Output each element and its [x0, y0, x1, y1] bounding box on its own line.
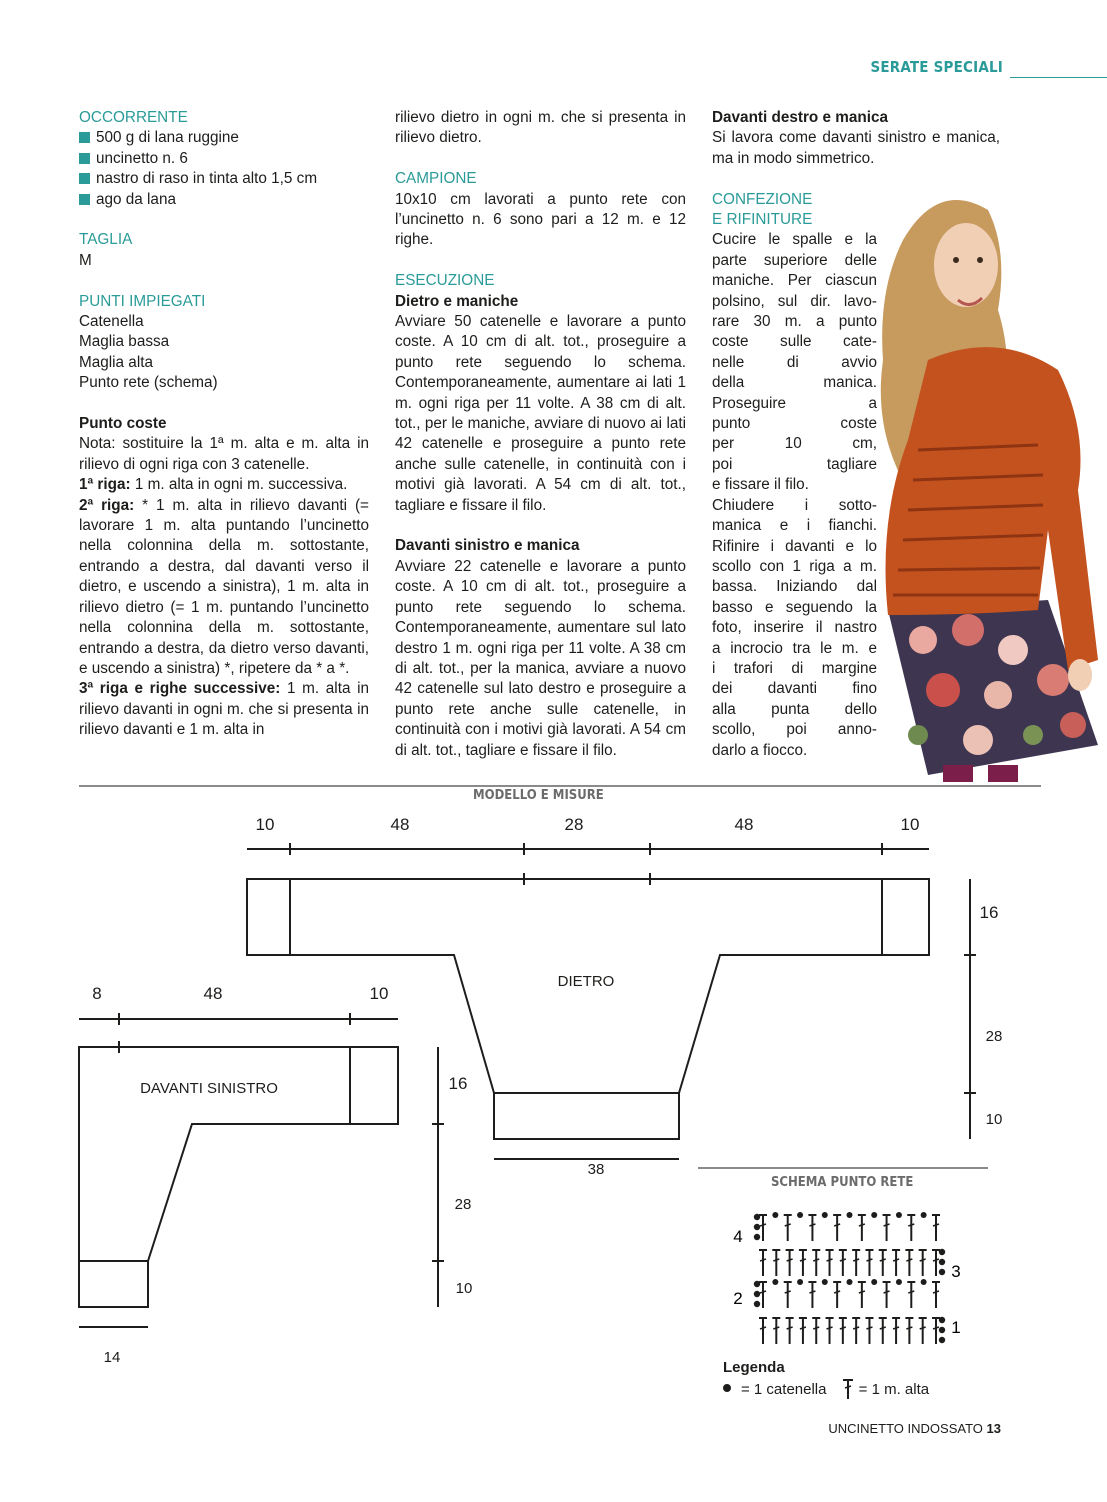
confezione-line: parte superiore delle	[712, 251, 877, 269]
punto-item: Maglia alta	[79, 353, 153, 371]
dc-bar	[760, 1327, 766, 1329]
dim-label: 14	[103, 1349, 121, 1366]
confezione-line: scollo, poi anno-	[712, 721, 877, 739]
chain-dot	[822, 1212, 828, 1218]
material-item: nastro di raso in tinta alto 1,5 cm	[79, 169, 369, 189]
dc-bar	[785, 1291, 791, 1293]
dc-bar	[880, 1259, 886, 1261]
page-number: 13	[986, 1421, 1001, 1436]
dim-label: 48	[390, 815, 410, 834]
confezione-line: polsino, sul dir. lavo-	[712, 292, 877, 310]
dc-bar	[809, 1224, 815, 1226]
dc-bar	[760, 1224, 766, 1226]
dim-label: 10	[900, 815, 920, 834]
bullet-icon	[79, 194, 90, 205]
punto-item: Catenella	[79, 313, 144, 331]
chain-dot	[772, 1212, 778, 1218]
confezione-heading-2: E RIFINITURE	[712, 211, 813, 229]
davanti-label: DAVANTI SINISTRO	[140, 1080, 278, 1097]
confezione-line: foto, inserire il nastro	[712, 619, 877, 637]
confezione-line: maniche. Per ciascun	[712, 272, 877, 290]
dc-bar	[933, 1259, 939, 1261]
row-label: 3	[951, 1262, 961, 1281]
chain-dot	[921, 1279, 927, 1285]
dc-bar	[827, 1259, 833, 1261]
schema-rule	[698, 1167, 988, 1169]
riga-1: 1ª riga: 1 m. alta in ogni m. successiva.	[79, 476, 348, 494]
legend-items: = 1 catenella = 1 m. alta	[723, 1378, 929, 1400]
davanti-dx-heading: Davanti destro e manica	[712, 109, 888, 126]
dc-bar	[840, 1259, 846, 1261]
davanti-sx-text: Avviare 22 catenelle e lavorare a punto coste. A 10 cm di alt. tot., proseguire a punto rete seguendo lo schema. Contemporaneamente, aumentare sul lato destro 1 m. ogni riga per 11 volte. A 38 cm di alt. tot., per la manica, avviare a nuovo 42 catenelle sul lato destro e proseguire a punto rete anche sulle catenelle, in continuità con i motivi già lavorati. A 54 cm di alt. tot., tagliare e fissare il filo.	[395, 557, 686, 759]
dc-bar	[827, 1327, 833, 1329]
dietro-text: Avviare 50 catenelle e lavorare a punto coste. A 10 cm di alt. tot., proseguire a punto rete seguendo lo schema. Contemporaneamente, aumentare ai lati 1 m. ogni riga per 11 volte. A 38 cm di alt. tot., per le maniche, avviare di nuovo ai lati 42 catenelle e proseguire a punto rete anche sulle catenelle, in continuità con i motivi già lavorati. A 54 cm di alt. tot., tagliare e fissare il filo.	[395, 313, 686, 514]
row-label: 1	[951, 1318, 961, 1337]
dim-label: 10	[255, 815, 275, 834]
confezione-line: scollo con 1 riga a m.	[712, 557, 877, 575]
dc-bar	[933, 1224, 939, 1226]
confezione-line: dei davanti fino	[712, 680, 877, 698]
dc-bar	[906, 1327, 912, 1329]
stitch-chart	[700, 1200, 1000, 1360]
column-2	[395, 108, 686, 761]
dc-bar	[884, 1224, 890, 1226]
dc-bar	[834, 1224, 840, 1226]
bullet-icon	[79, 173, 90, 184]
confezione-line: punto coste	[712, 415, 877, 433]
confezione-line: Cucire le spalle e la	[712, 231, 877, 249]
dim-label: 10	[455, 1280, 473, 1297]
material-item: 500 g di lana ruggine	[79, 128, 369, 148]
dim-label: 16	[979, 903, 999, 922]
confezione-line: manica e i fianchi.	[712, 517, 877, 535]
punto-item: Punto rete (schema)	[79, 374, 218, 392]
confezione-heading: CONFEZIONE	[712, 190, 813, 208]
dim-label: 10	[985, 1111, 1003, 1128]
confezione-line: a incrocio tra le m. e	[712, 639, 877, 657]
dim-label: 28	[564, 815, 584, 834]
confezione-line: Chiudere i sotto-	[712, 496, 877, 514]
dc-bar	[785, 1224, 791, 1226]
turning-chain-dot	[939, 1337, 945, 1343]
section-tag: SERATE SPECIALI	[870, 58, 1003, 76]
dim-label: 48	[203, 984, 223, 1003]
dietro-label: DIETRO	[557, 973, 615, 990]
davanti-sx-heading: Davanti sinistro e manica	[395, 537, 580, 555]
dc-bar	[920, 1327, 926, 1329]
chain-stitch-icon	[723, 1384, 731, 1392]
dim-label: 28	[985, 1028, 1003, 1045]
leg-shape	[943, 765, 973, 782]
chain-dot	[797, 1279, 803, 1285]
dim-label: 16	[448, 1074, 468, 1093]
confezione-line: della manica.	[712, 374, 877, 392]
confezione-line: darlo a fiocco.	[712, 741, 808, 759]
turning-chain-dot	[754, 1291, 760, 1297]
leg-shape	[988, 765, 1018, 782]
taglia-heading: TAGLIA	[79, 231, 133, 249]
chain-dot	[921, 1212, 927, 1218]
chain-dot	[822, 1279, 828, 1285]
dc-bar	[773, 1327, 779, 1329]
section-tag-line	[1010, 77, 1107, 78]
turning-chain-dot	[754, 1234, 760, 1240]
column-1	[79, 108, 369, 741]
dc-bar	[933, 1327, 939, 1329]
dc-bar	[880, 1327, 886, 1329]
dc-bar	[813, 1327, 819, 1329]
dim-label: 48	[734, 815, 754, 834]
chain-dot	[797, 1212, 803, 1218]
page-footer: UNCINETTO INDOSSATO 13	[828, 1421, 1001, 1436]
dc-bar	[813, 1259, 819, 1261]
esecuzione-heading: ESECUZIONE	[395, 272, 495, 290]
dc-bar	[834, 1291, 840, 1293]
chain-dot	[896, 1212, 902, 1218]
double-crochet-icon	[841, 1378, 855, 1400]
material-item: ago da lana	[79, 190, 369, 210]
dietro-heading: Dietro e maniche	[395, 292, 519, 310]
dc-bar	[933, 1291, 939, 1293]
stitch-rows	[754, 1212, 945, 1344]
row-label: 4	[733, 1227, 743, 1246]
dc-bar	[908, 1224, 914, 1226]
confezione-line: Rifinire i davanti e lo	[712, 537, 877, 555]
schema-caption: SCHEMA PUNTO RETE	[771, 1175, 914, 1190]
confezione-line: coste sulle cate-	[712, 333, 877, 351]
dc-bar	[866, 1327, 872, 1329]
punti-heading: PUNTI IMPIEGATI	[79, 292, 206, 310]
dim-label: 8	[92, 984, 102, 1003]
turning-chain-dot	[754, 1301, 760, 1307]
confezione-line: per 10 cm,	[712, 435, 877, 453]
dc-bar	[884, 1291, 890, 1293]
dim-label: 10	[369, 984, 389, 1003]
row-label: 2	[733, 1289, 743, 1308]
dc-bar	[920, 1259, 926, 1261]
turning-chain-dot	[939, 1317, 945, 1323]
turning-chain-dot	[939, 1249, 945, 1255]
dim-label: 38	[587, 1161, 605, 1178]
dc-bar	[859, 1224, 865, 1226]
campione-text: 10x10 cm lavorati a punto rete con l’uncinetto n. 6 sono pari a 12 m. e 12 righe.	[395, 190, 686, 249]
confezione-line: poi tagliare	[712, 455, 877, 473]
dc-bar	[800, 1327, 806, 1329]
confezione-line: alla punta dello	[712, 700, 877, 718]
legend	[723, 1359, 929, 1400]
turning-chain-dot	[939, 1327, 945, 1333]
dim-label: 28	[454, 1196, 472, 1213]
confezione-line: bassa. Iniziando dal	[712, 578, 877, 596]
bullet-icon	[79, 132, 90, 143]
dc-bar	[787, 1327, 793, 1329]
dc-bar	[800, 1259, 806, 1261]
chain-dot	[847, 1212, 853, 1218]
confezione-line: nelle di avvio	[712, 353, 877, 371]
confezione-line: rare 30 m. a punto	[712, 313, 877, 331]
hand-shape	[1068, 659, 1092, 691]
dc-bar	[787, 1259, 793, 1261]
occorrente-heading: OCCORRENTE	[79, 109, 188, 126]
dc-bar	[809, 1291, 815, 1293]
dc-bar	[859, 1291, 865, 1293]
dc-bar	[840, 1327, 846, 1329]
confezione-line: basso e seguendo la	[712, 598, 877, 616]
dc-bar	[760, 1259, 766, 1261]
turning-chain-dot	[939, 1269, 945, 1275]
riga-3: 3ª riga e righe successive: 1 m. alta in rilievo davanti in ogni m. che si presenta in rilievo davanti e 1 m. alta in	[79, 680, 369, 739]
chain-dot	[847, 1279, 853, 1285]
dc-bar	[906, 1259, 912, 1261]
chain-dot	[772, 1279, 778, 1285]
column-3	[712, 108, 1000, 761]
diagram-rule	[79, 785, 1041, 787]
dc-bar	[853, 1327, 859, 1329]
campione-heading: CAMPIONE	[395, 170, 477, 188]
davanti-dx-text: Si lavora come davanti sinistro e manica, ma in modo simmetrico.	[712, 129, 1000, 167]
turning-chain-dot	[754, 1281, 760, 1287]
taglia-value: M	[79, 251, 92, 269]
chain-dot	[871, 1279, 877, 1285]
confezione-text	[712, 230, 877, 761]
diagram-caption: MODELLO E MISURE	[473, 788, 604, 803]
material-item: uncinetto n. 6	[79, 149, 369, 169]
dc-bar	[773, 1259, 779, 1261]
riga-2: 2ª riga: * 1 m. alta in rilievo davanti (= lavorare 1 m. alta puntando l’uncinetto nella colonnina della m. sottostante, entrando a destra, dal davanti verso il dietro, e uscendo a sinistra), 1 m. alta in rilievo dietro (= 1 m. puntando l’uncinetto nella colonnina della m. sottostante, entrando a destra, da dietro verso davanti, e uscendo a sinistra) *, ripetere da * a *.	[79, 496, 369, 677]
coste-heading: Punto coste	[79, 415, 167, 433]
coste-nota: Nota: sostituire la 1ª m. alta e m. alta in rilievo di ogni riga con 3 catenelle.	[79, 435, 369, 473]
dc-bar	[866, 1259, 872, 1261]
turning-chain-dot	[939, 1259, 945, 1265]
chain-dot	[871, 1212, 877, 1218]
continued-text: rilievo dietro in ogni m. che si presenta in rilievo dietro.	[395, 109, 686, 147]
dc-bar	[893, 1327, 899, 1329]
dc-bar	[853, 1259, 859, 1261]
chain-dot	[896, 1279, 902, 1285]
confezione-line: e fissare il filo.	[712, 476, 809, 494]
turning-chain-dot	[754, 1224, 760, 1230]
legend-title: Legenda	[723, 1359, 785, 1376]
bullet-icon	[79, 153, 90, 164]
dc-bar	[893, 1259, 899, 1261]
punto-item: Maglia bassa	[79, 333, 170, 351]
confezione-line: i trafori di margine	[712, 659, 877, 677]
dc-bar	[908, 1291, 914, 1293]
dc-bar	[760, 1291, 766, 1293]
turning-chain-dot	[754, 1214, 760, 1220]
confezione-line: Proseguire a	[712, 394, 877, 412]
